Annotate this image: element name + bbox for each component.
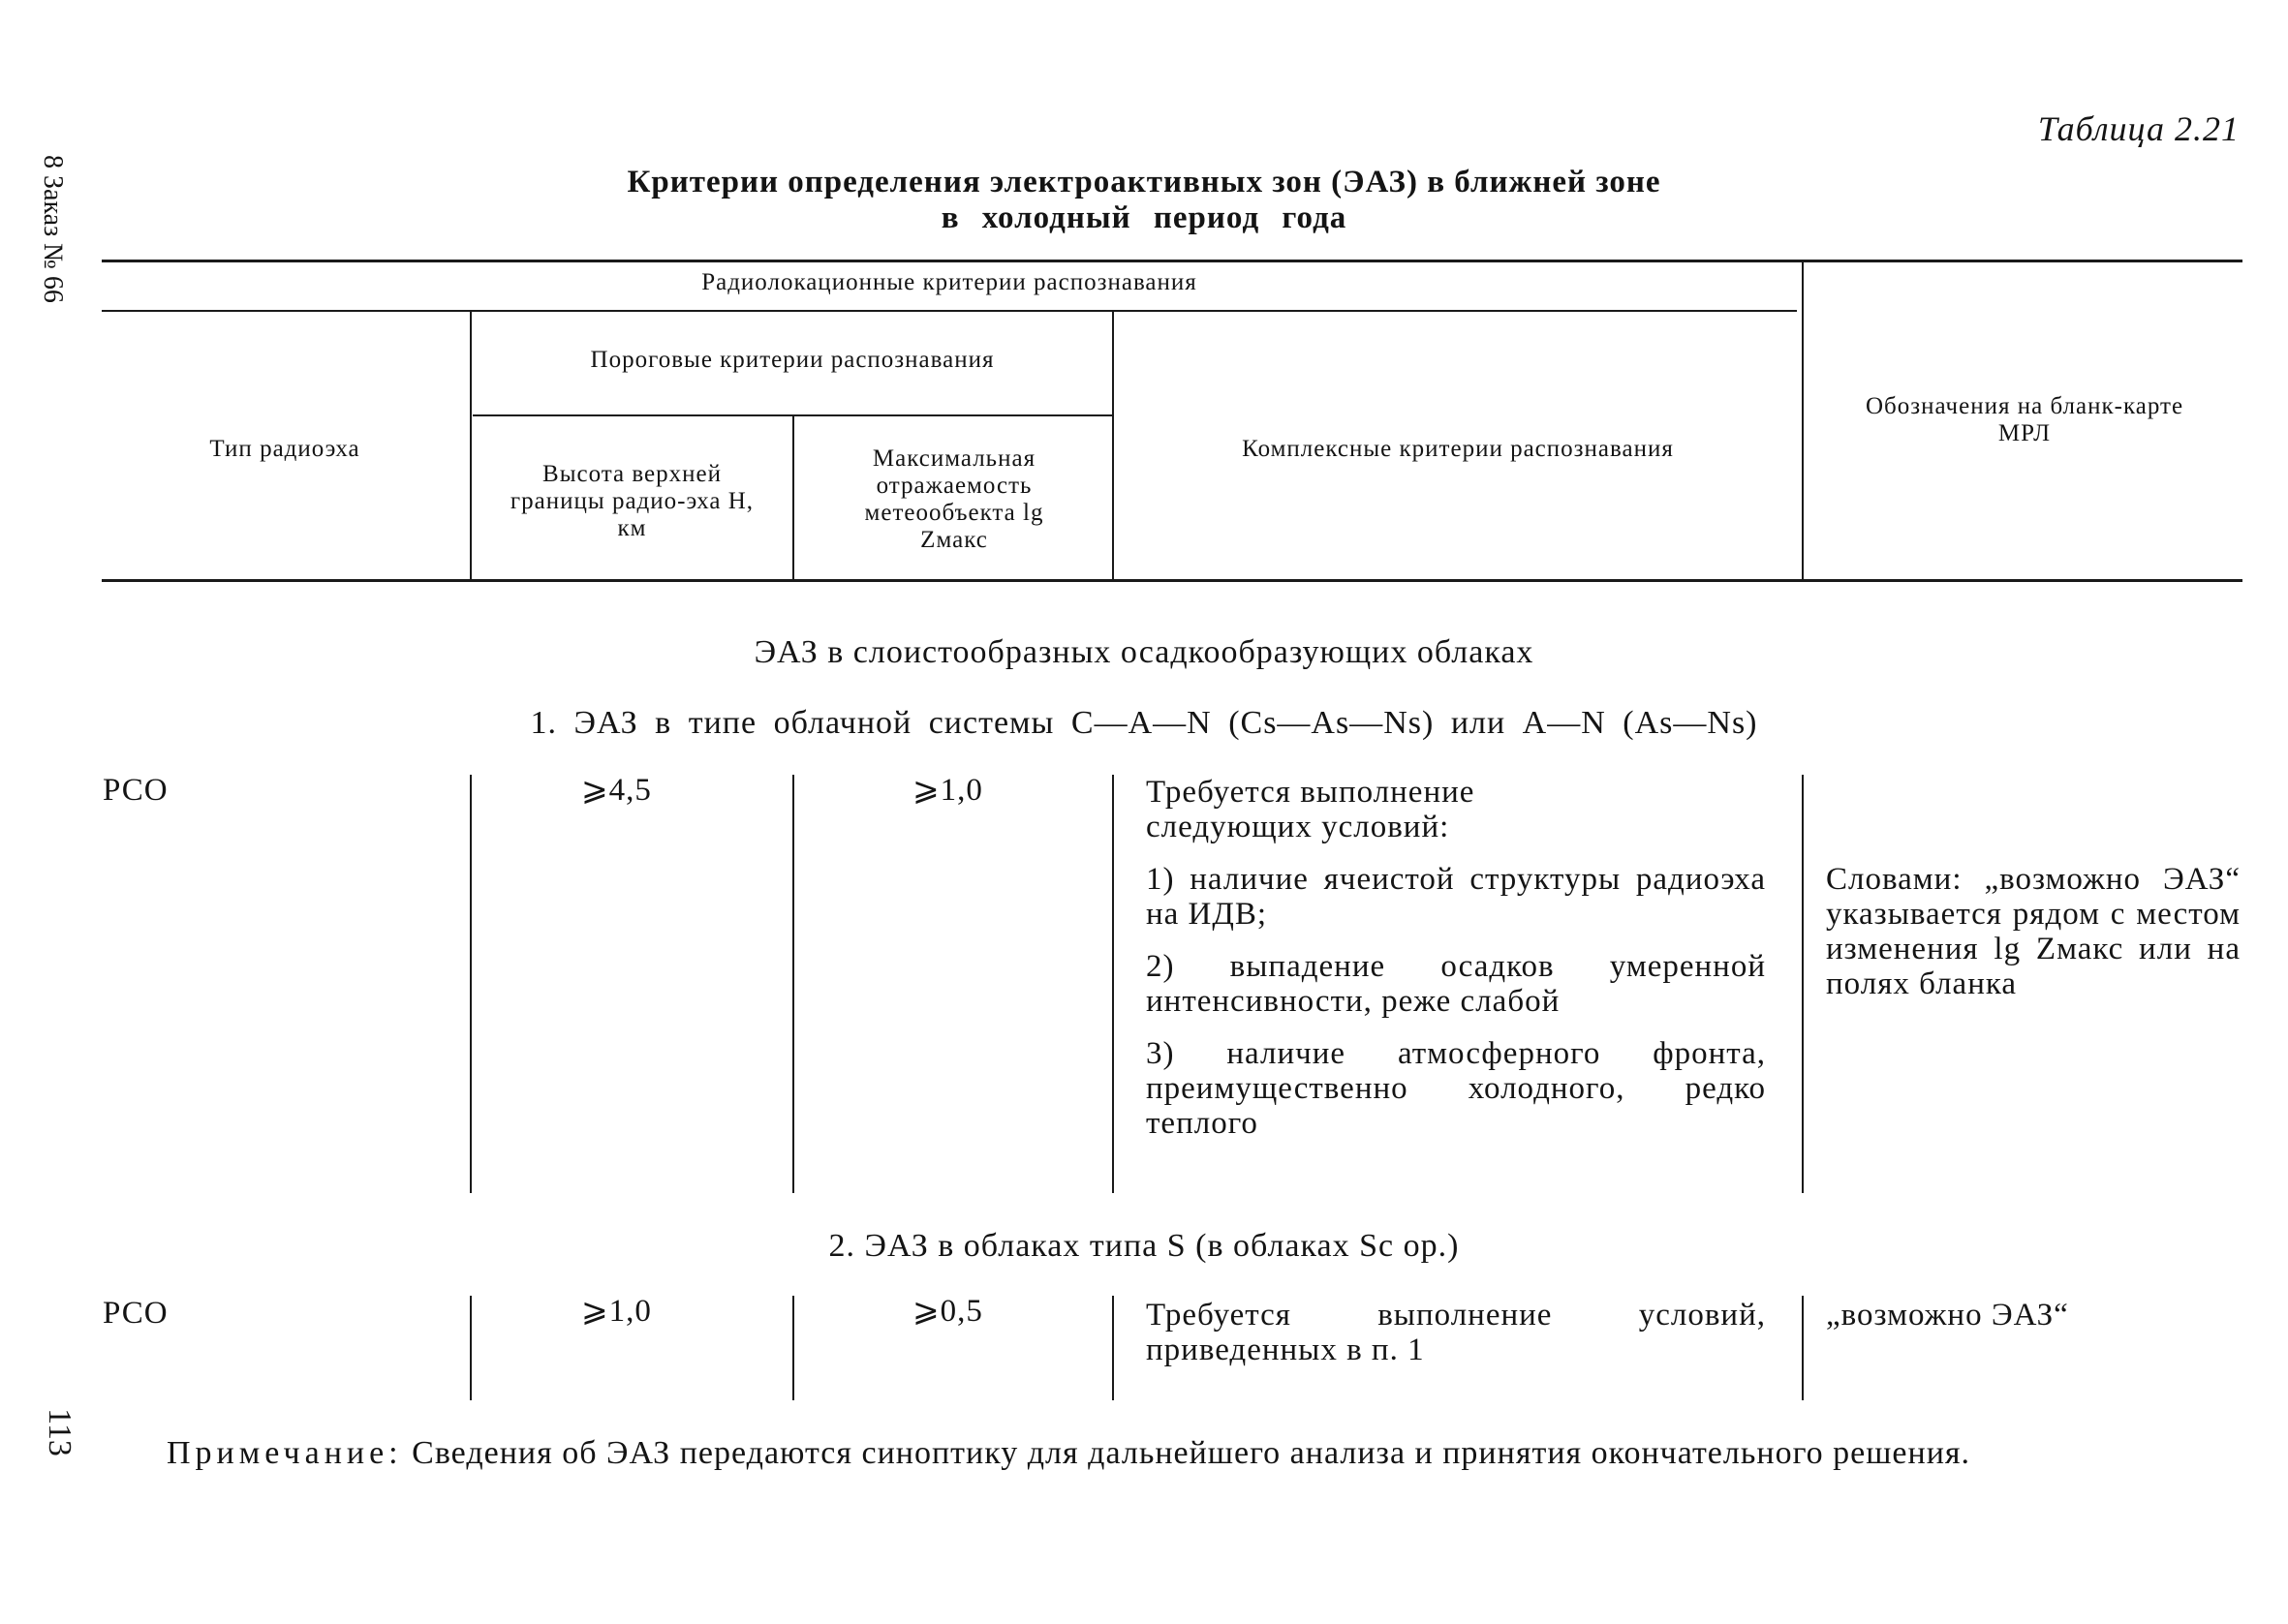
header-top-rule (102, 260, 2242, 262)
header-divider-notation (1802, 261, 1804, 579)
group-1-heading: 1. ЭАЗ в типе облачной системы C—A—N (Cs—As—Ns) или A—N (As—Ns) (530, 705, 1758, 741)
group-1-condition-1: 1) наличие ячеистой структуры радиоэха на ИДВ; (1146, 862, 1766, 932)
header-height-col: Высота верхней границы радио-эха H, км (510, 461, 755, 541)
header-echo-type: Тип радиоэха (209, 436, 360, 462)
table-title-line2: в холодный период года (941, 200, 1347, 235)
header-threshold-criteria: Пороговые критерии распознавания (590, 347, 995, 373)
group-1-reflectivity: ⩾1,0 (912, 773, 983, 808)
section-heading: ЭАЗ в слоистообразных осадкообразующих облаках (754, 634, 1534, 670)
note-label: Примечание: (167, 1435, 403, 1471)
group-1-divider-type (470, 775, 472, 1193)
group-1-condition-2: 2) выпадение осадков умеренной интенсивности, реже слабой (1146, 949, 1766, 1019)
group-1-divider-complex (1112, 775, 1114, 1193)
group-2-heading: 2. ЭАЗ в облаках типа S (в облаках Sc op.) (828, 1228, 1460, 1264)
table-label: Таблица 2.21 (2037, 109, 2240, 148)
note-text: Сведения об ЭАЗ передаются синоптику для дальнейшего анализа и принятия окончательного решения. (412, 1435, 1971, 1471)
order-number: 8 Заказ № 66 (38, 155, 68, 303)
header-reflectivity-col: Максимальная отражаемость метеообъекта lg Zмакс (864, 445, 1044, 553)
page-number: 113 (41, 1408, 77, 1456)
group-2-height: ⩾1,0 (581, 1294, 652, 1329)
group-2-intro: Требуется выполнение условий, приведенных в п. 1 (1146, 1298, 1766, 1367)
group-1-type: РСО (103, 773, 169, 808)
group-2-divider-notation (1802, 1296, 1804, 1400)
header-notation: Обозначения на бланк-карте МРЛ (1865, 393, 2184, 446)
header-radar-criteria: Радиолокационные критерии распознавания (701, 269, 1197, 295)
group-2-notation: „возможно ЭАЗ“ (1826, 1298, 2069, 1333)
group-2-divider-height (792, 1296, 794, 1400)
group-2-type: РСО (103, 1296, 169, 1331)
header-complex-criteria: Комплексные критерии распознавания (1242, 436, 1674, 462)
group-1-notation: Словами: „возможно ЭАЗ“ указывается рядом с местом изменения lg Zмакс или на полях бланка (1826, 862, 2241, 1001)
group-2-reflectivity: ⩾0,5 (912, 1294, 983, 1329)
group-1-divider-notation (1802, 775, 1804, 1193)
group-1-divider-height (792, 775, 794, 1193)
group-2-divider-type (470, 1296, 472, 1400)
header-divider-complex (1112, 312, 1114, 579)
group-1-condition-3: 3) наличие атмосферного фронта, преимущественно холодного, редко теплого (1146, 1036, 1766, 1141)
header-divider-type (470, 312, 472, 579)
radar-criteria-rule (102, 310, 1797, 312)
group-1-intro: Требуется выполнение следующих условий: (1146, 775, 1475, 844)
note (167, 1435, 2249, 1472)
group-2-divider-complex (1112, 1296, 1114, 1400)
group-1-height: ⩾4,5 (581, 773, 652, 808)
header-bottom-rule (102, 579, 2242, 582)
header-divider-height (792, 416, 794, 579)
table-title-line1: Критерии определения электроактивных зон (ЭАЗ) в ближней зоне (627, 165, 1661, 199)
